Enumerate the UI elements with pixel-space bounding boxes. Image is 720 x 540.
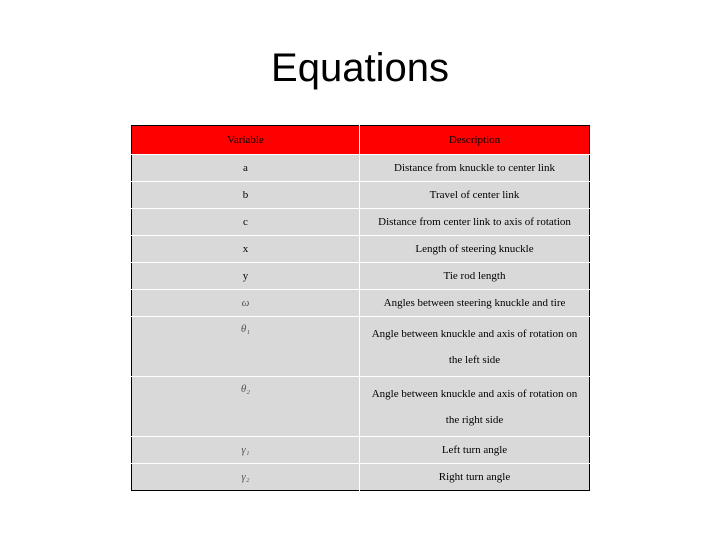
table-row	[132, 209, 590, 236]
variable-cell: θ₂	[132, 377, 360, 437]
description-cell: Tie rod length	[360, 263, 590, 290]
header-description: Description	[360, 126, 590, 155]
table-row	[132, 155, 590, 182]
table-row	[132, 236, 590, 263]
variable-cell: a	[132, 155, 360, 182]
table-row	[132, 437, 590, 464]
table-row	[132, 317, 590, 377]
description-cell: Angle between knuckle and axis of rotation on the right side	[360, 377, 590, 437]
description-cell: Angle between knuckle and axis of rotation on the left side	[360, 317, 590, 377]
variable-cell: x	[132, 236, 360, 263]
description-cell: Length of steering knuckle	[360, 236, 590, 263]
table-row	[132, 377, 590, 437]
equations-table	[131, 125, 590, 491]
table-row	[132, 263, 590, 290]
header-variable: Variable	[132, 126, 360, 155]
variable-cell: y	[132, 263, 360, 290]
description-cell: Distance from center link to axis of rotation	[360, 209, 590, 236]
variable-cell: c	[132, 209, 360, 236]
variable-cell: b	[132, 182, 360, 209]
description-cell: Distance from knuckle to center link	[360, 155, 590, 182]
table-header-row	[132, 126, 590, 155]
variable-cell: γ₂	[132, 464, 360, 491]
table-row	[132, 290, 590, 317]
table-row	[132, 182, 590, 209]
description-cell: Travel of center link	[360, 182, 590, 209]
variable-cell: γ₁	[132, 437, 360, 464]
table-row	[132, 464, 590, 491]
description-cell: Right turn angle	[360, 464, 590, 491]
variable-cell: θ₁	[132, 317, 360, 377]
variable-cell: ω	[132, 290, 360, 317]
description-cell: Angles between steering knuckle and tire	[360, 290, 590, 317]
slide-title: Equations	[271, 46, 449, 90]
description-cell: Left turn angle	[360, 437, 590, 464]
